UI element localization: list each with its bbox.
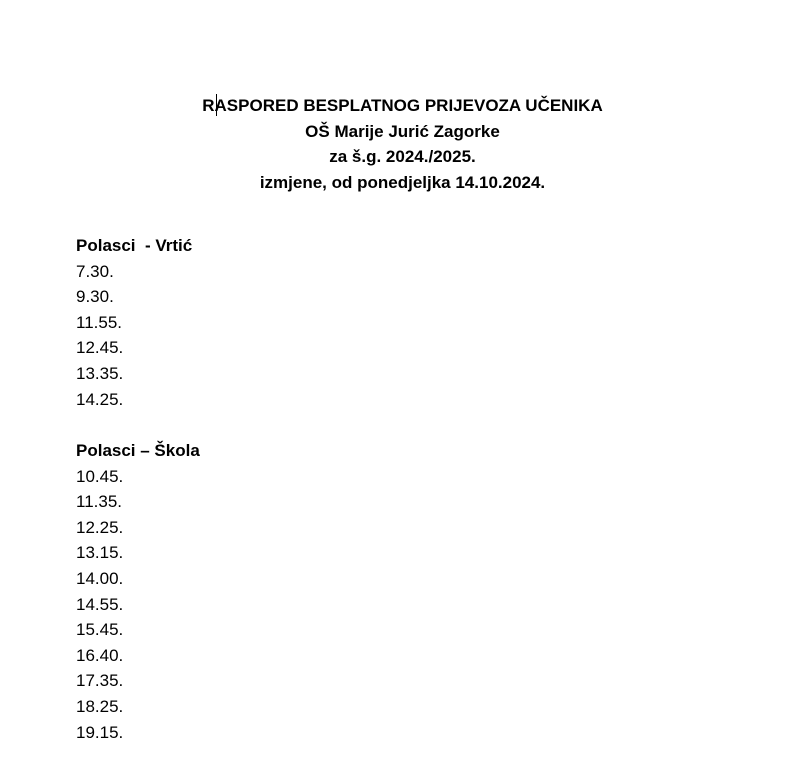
departure-times-list-school [76,464,200,746]
section-title-kindergarten: Polasci - Vrtić [76,236,193,255]
document-header [0,93,805,195]
departure-time: 18.25. [76,696,124,716]
section-title-school: Polasci – Škola [76,441,200,460]
departure-time: 19.15. [76,722,124,742]
header-school-name: OŠ Marije Jurić Zagorke [305,121,500,141]
departure-time: 12.45. [76,338,124,358]
departure-time: 13.15. [76,543,124,563]
header-changes-note: izmjene, od ponedjeljka 14.10.2024. [259,172,546,192]
departure-time: 15.45. [76,620,124,640]
departure-time: 14.25. [76,389,124,409]
departure-time: 14.55. [76,594,124,614]
departure-time: 10.45. [76,466,124,486]
departure-time: 12.25. [76,517,124,537]
departure-time: 14.00. [76,568,124,588]
departures-school-section [76,438,200,745]
departure-time: 17.35. [76,671,124,691]
header-title: RASPORED BESPLATNOG PRIJEVOZA UČENIKA [202,96,603,115]
departure-time: 13.35. [76,363,124,383]
departure-time: 16.40. [76,645,124,665]
departure-time: 11.55. [76,312,123,332]
departure-time: 9.30. [76,287,114,307]
header-school-year: za š.g. 2024./2025. [329,147,476,166]
departure-times-list-kindergarten [76,259,192,413]
departure-time: 7.30. [76,261,114,281]
departure-time: 11.35. [76,492,123,512]
departures-kindergarten-section [76,233,192,412]
